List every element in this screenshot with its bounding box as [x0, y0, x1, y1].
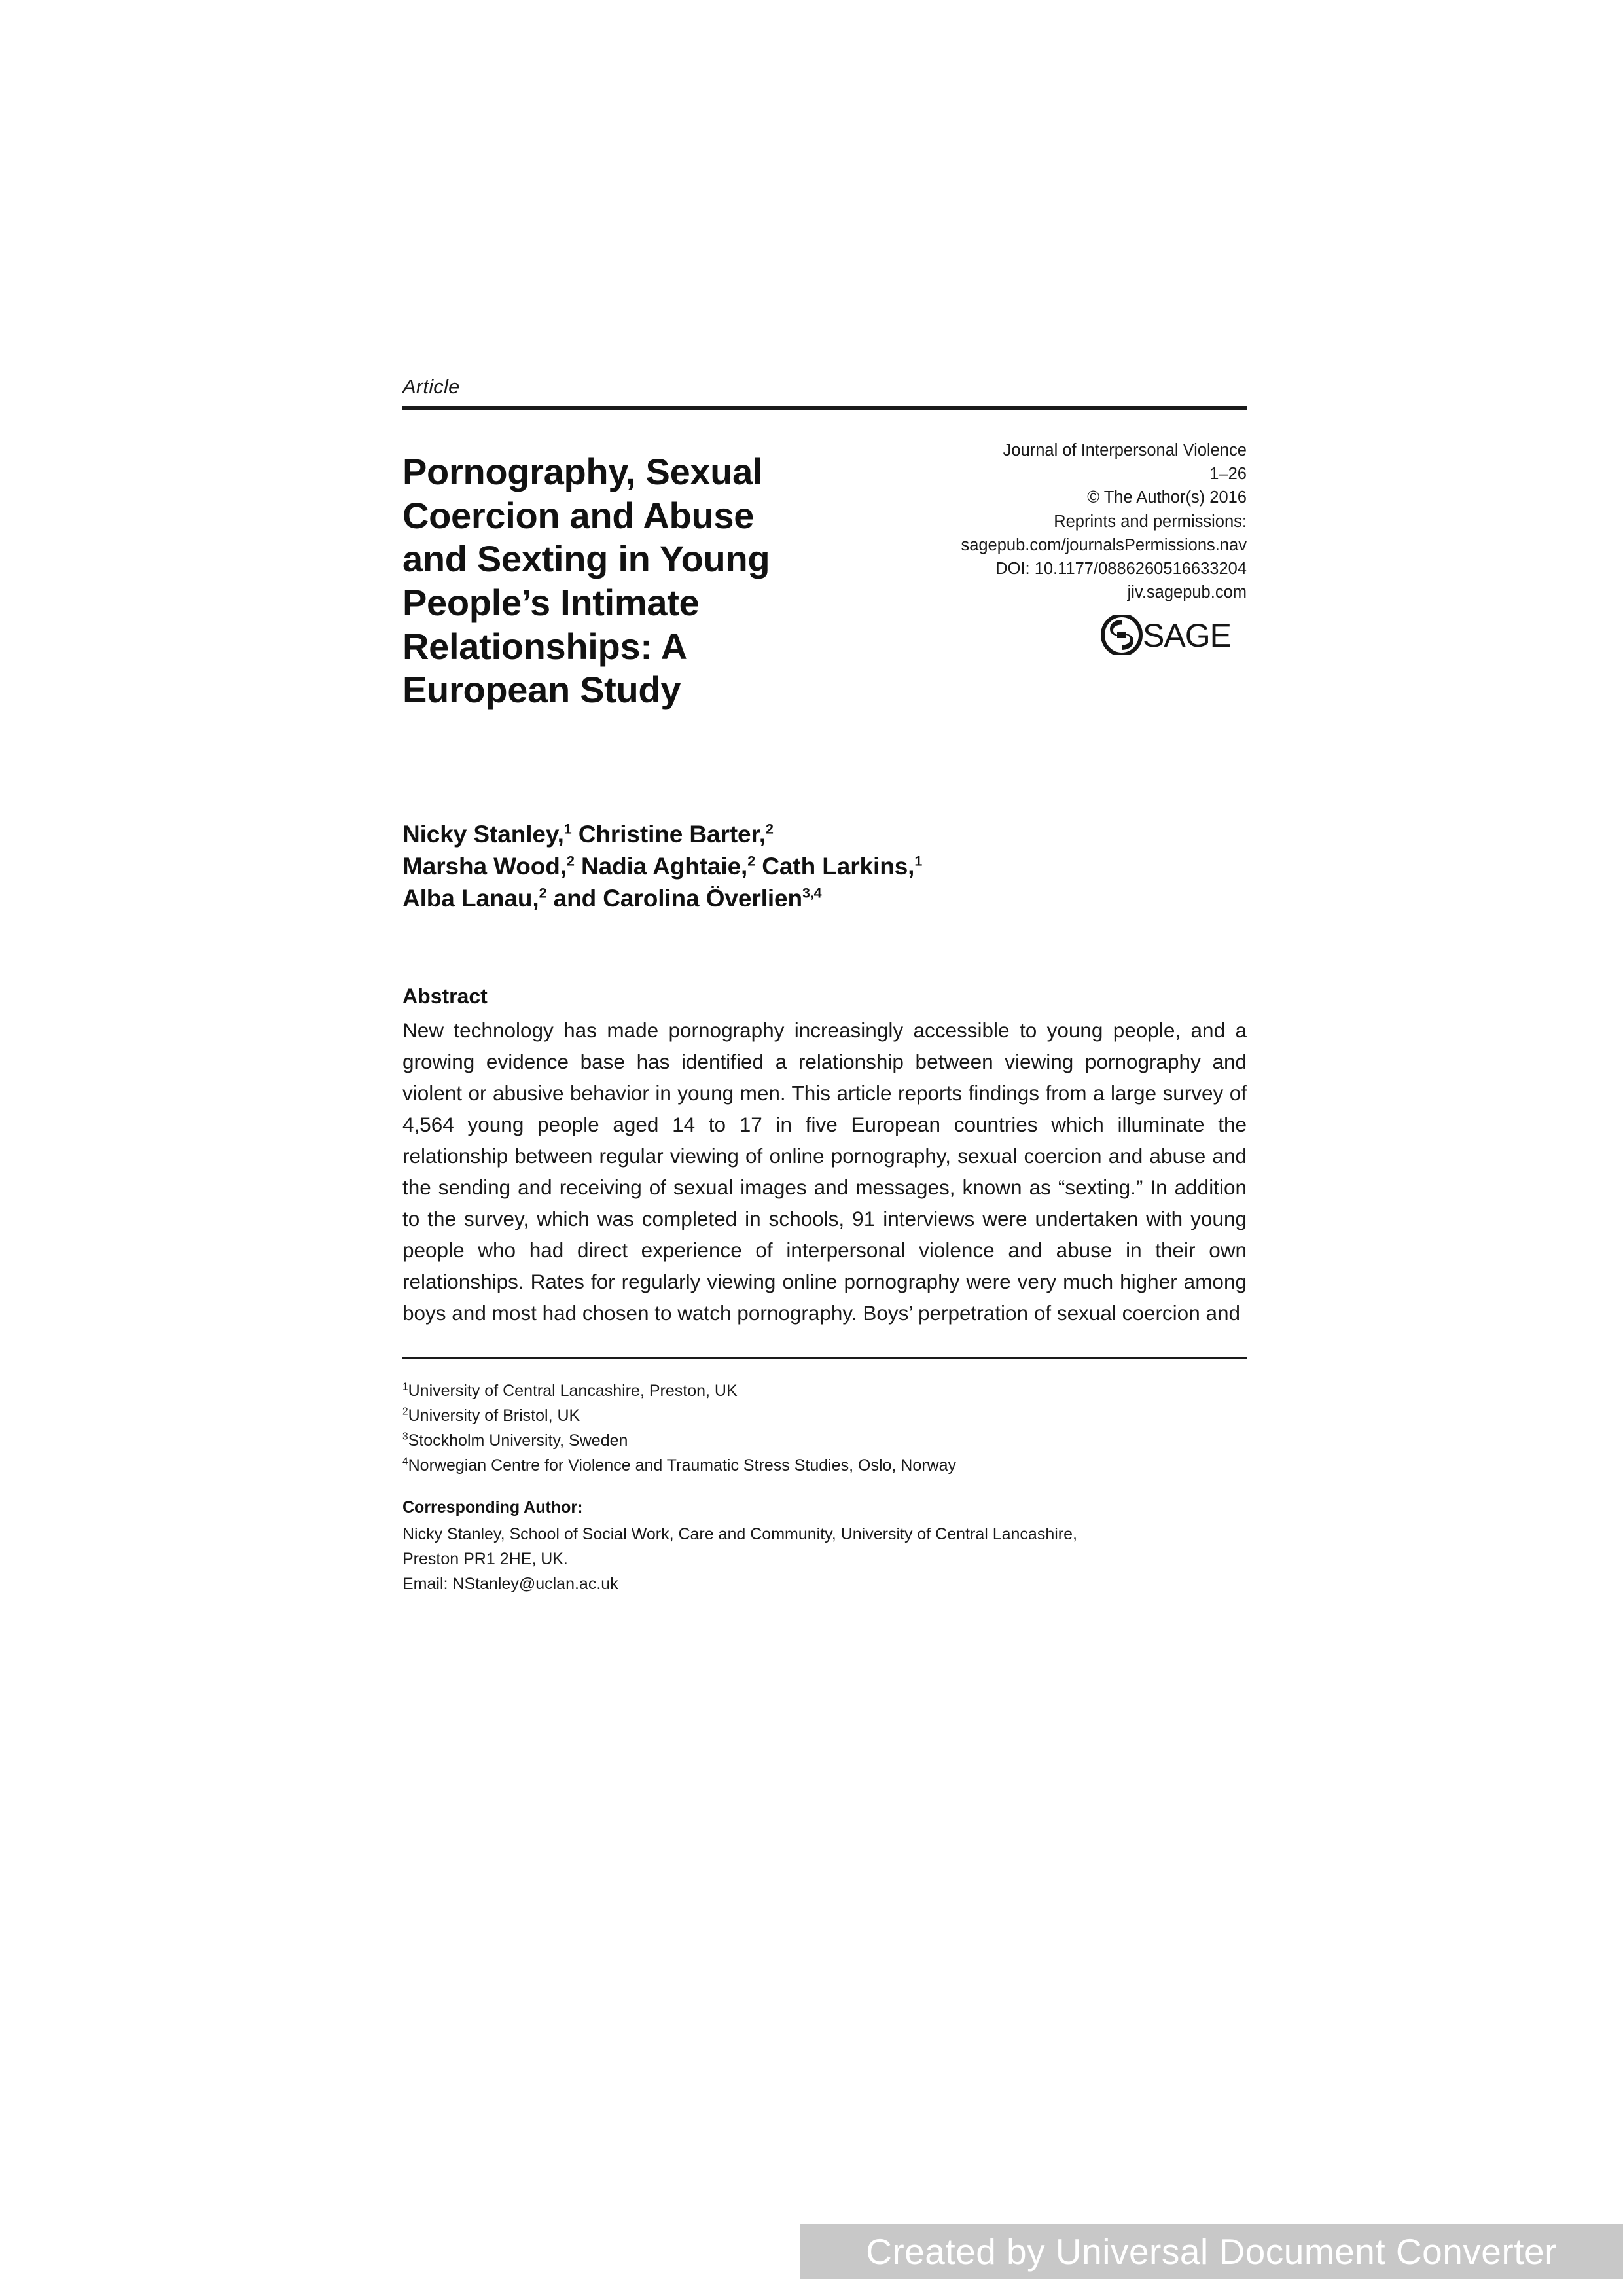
journal-name: Journal of Interpersonal Violence: [1003, 441, 1247, 459]
corresponding-author-details: [402, 1522, 1247, 1596]
journal-masthead: [880, 439, 1247, 655]
affiliation-marker: 2: [402, 1406, 408, 1418]
reprints-label: Reprints and permissions:: [1054, 512, 1247, 531]
author-name: Christine Barter,: [571, 821, 766, 848]
page-title: [402, 439, 861, 712]
author-affil-marker: 1: [914, 853, 923, 869]
corresponding-author-heading: Corresponding Author:: [402, 1498, 583, 1517]
author-name: Marsha Wood,: [402, 853, 567, 880]
author-name: and Carolina Överlien: [546, 885, 802, 912]
affiliation-item: [402, 1428, 1247, 1453]
author-name: Nadia Aghtaie,: [574, 853, 748, 880]
affiliation-text: Stockholm University, Sweden: [408, 1431, 628, 1450]
title-line: and Sexting in Young: [402, 538, 770, 580]
watermark-banner: [800, 2224, 1623, 2279]
reprints-url[interactable]: sagepub.com/journalsPermissions.nav: [961, 535, 1247, 554]
affiliation-text: Norwegian Centre for Violence and Traumatic Stress Studies, Oslo, Norway: [408, 1456, 957, 1475]
author-affil-marker: 2: [566, 853, 575, 869]
corresponding-address-line: Preston PR1 2HE, UK.: [402, 1549, 568, 1568]
title-line: Coercion and Abuse: [402, 494, 755, 536]
sage-logo-text: SAGE: [1143, 617, 1231, 655]
author-name: Alba Lanau,: [402, 885, 539, 912]
affiliation-item: [402, 1403, 1247, 1428]
abstract-section: [402, 984, 1247, 1329]
author-list: [402, 818, 1247, 915]
footnote-divider-thin: [402, 1357, 1247, 1359]
title-line: People’s Intimate: [402, 581, 700, 623]
page-range: 1–26: [1209, 465, 1247, 484]
author-affil-marker: 2: [765, 821, 774, 837]
title-line: Pornography, Sexual: [402, 451, 763, 492]
watermark-text: Created by Universal Document Converter: [866, 2231, 1557, 2272]
corresponding-author-block: [402, 1496, 1247, 1596]
author-name: Nicky Stanley,: [402, 821, 564, 848]
author-affil-marker: 2: [539, 886, 547, 902]
author-line: [402, 850, 1247, 882]
running-head: Article: [402, 375, 460, 398]
author-affil-marker: 2: [747, 853, 756, 869]
affiliation-text: University of Bristol, UK: [408, 1407, 580, 1426]
header-divider-thick: [402, 406, 1247, 410]
author-line: [402, 882, 1247, 914]
title-line: Relationships: A: [402, 625, 687, 667]
footnote-block: [402, 1378, 1247, 1596]
sage-logo: [880, 615, 1247, 655]
affiliation-marker: 4: [402, 1456, 408, 1467]
title-and-masthead-row: [402, 439, 1247, 720]
author-affil-marker: 1: [563, 821, 572, 837]
affiliation-marker: 1: [402, 1381, 408, 1393]
affiliation-text: University of Central Lancashire, Preston, UK: [408, 1382, 738, 1401]
affiliation-item: [402, 1378, 1247, 1403]
affiliation-marker: 3: [402, 1431, 408, 1443]
affiliation-item: [402, 1453, 1247, 1478]
copyright-line: © The Author(s) 2016: [1087, 488, 1247, 507]
author-name: Cath Larkins,: [755, 853, 915, 880]
author-affil-marker: 3,4: [802, 886, 822, 902]
corresponding-address-line: Nicky Stanley, School of Social Work, Care and Community, University of Central Lancashire,: [402, 1524, 1077, 1543]
corresponding-email[interactable]: Email: NStanley@uclan.ac.uk: [402, 1574, 618, 1593]
article-content-column: [402, 376, 1247, 1596]
author-line: [402, 818, 1247, 850]
doi-line[interactable]: DOI: 10.1177/0886260516633204: [995, 560, 1247, 579]
abstract-heading: Abstract: [402, 984, 488, 1008]
abstract-body: New technology has made pornography increasingly accessible to young people, and a growing evidence base has identified a relationship between viewing pornography and violent or abusive behavior in young men. This article reports findings from a large survey of 4,564 young people aged 14 to 17 in five European countries which illuminate the relationship between regular viewing of online pornography, sexual coercion and abuse and the sending and receiving of sexual images and messages, known as “sexting.” In addition to the survey, which was completed in schools, 91 interviews were undertaken with young people who had direct experience of interpersonal violence and abuse in their own relationships. Rates for regularly viewing online pornography were very much higher among boys and most had chosen to watch pornography. Boys’ perpetration of sexual coercion and: [402, 1018, 1247, 1325]
journal-url[interactable]: jiv.sagepub.com: [1127, 583, 1247, 602]
title-line: European Study: [402, 669, 681, 711]
